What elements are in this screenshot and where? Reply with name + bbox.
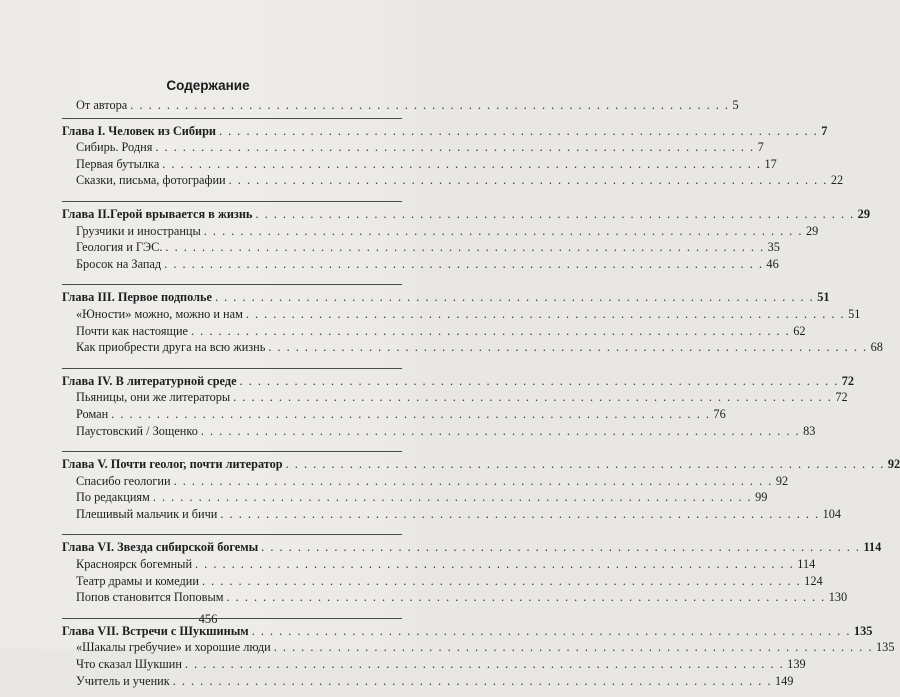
toc-chapter-1 — [62, 123, 828, 140]
toc-chapter-5-page: 92 — [887, 457, 900, 472]
toc-entry-page: 139 — [787, 657, 806, 672]
toc-entry — [62, 556, 816, 573]
toc-chapter-6 — [62, 539, 882, 556]
dot-leader: . . . . . . . . . . . . . . . . . . . . . . . . . . . . . . . . . . . . . . . . . . . . . . . . . . . . . . . . . . . . . . . . . . — [226, 590, 826, 605]
toc-entry-page: 51 — [848, 306, 861, 321]
dot-leader: . . . . . . . . . . . . . . . . . . . . . . . . . . . . . . . . . . . . . . . . . . . . . . . . . . . . . . . . . . . . . . . . . . — [233, 390, 833, 405]
section-gap — [62, 522, 402, 530]
toc-entry-page: 92 — [775, 473, 789, 488]
toc-entry — [62, 139, 764, 156]
toc-entry-page: 135 — [876, 640, 895, 655]
toc-chapter-7-page: 135 — [853, 623, 873, 638]
toc-entry — [62, 589, 848, 606]
toc-entry-title: Паустовский / Зощенко — [76, 423, 198, 438]
dot-leader: . . . . . . . . . . . . . . . . . . . . . . . . . . . . . . . . . . . . . . . . . . . . . . . . . . . . . . . . . . . . . . . . . . — [184, 657, 785, 672]
toc-entry-page: 35 — [767, 240, 780, 255]
section-divider — [62, 451, 402, 452]
dot-leader: . . . . . . . . . . . . . . . . . . . . . . . . . . . . . . . . . . . . . . . . . . . . . . . . . . . . . . . . . . . . . . . . . . — [130, 98, 730, 112]
toc-entry-title: «Юности» можно, можно и нам — [76, 306, 243, 321]
toc-entry — [62, 172, 844, 189]
toc-entry-title: «Шакалы гребучие» и хорошие люди — [76, 640, 271, 655]
toc-entry-title: Почти как настоящие — [76, 323, 189, 338]
toc-chapter-4-title: Глава IV. В литературной среде — [62, 373, 237, 388]
toc-entry — [62, 473, 789, 490]
toc-entry-intro — [62, 97, 739, 114]
toc-entry — [62, 239, 780, 256]
toc-entry-title: Как приобрести друга на всю жизнь — [76, 340, 266, 355]
dot-leader: . . . . . . . . . . . . . . . . . . . . . . . . . . . . . . . . . . . . . . . . . . . . . . . . . . . . . . . . . . . . . . . . . . — [219, 123, 819, 138]
toc-chapter-3-page: 51 — [817, 290, 830, 305]
toc-chapter-2-page: 29 — [857, 206, 870, 221]
dot-leader: . . . . . . . . . . . . . . . . . . . . . . . . . . . . . . . . . . . . . . . . . . . . . . . . . . . . . . . . . . . . . . . . . . — [245, 306, 846, 321]
toc-entry — [62, 489, 768, 506]
dot-leader: . . . . . . . . . . . . . . . . . . . . . . . . . . . . . . . . . . . . . . . . . . . . . . . . . . . . . . . . . . . . . . . . . . — [173, 473, 773, 488]
toc-entry — [62, 406, 726, 423]
dot-leader: . . . . . . . . . . . . . . . . . . . . . . . . . . . . . . . . . . . . . . . . . . . . . . . . . . . . . . . . . . . . . . . . . . — [155, 140, 755, 155]
toc-heading: Содержание — [166, 78, 250, 93]
toc-entry-page: 46 — [766, 256, 779, 271]
toc-entry — [62, 339, 883, 356]
toc-entry — [62, 573, 823, 590]
toc-entry-title: Попов становится Поповым — [76, 590, 224, 605]
toc-chapter-2-title: Глава II.Герой врывается в жизнь — [62, 206, 253, 221]
toc-chapter-7-title: Глава VII. Встречи с Шукшиным — [62, 623, 249, 638]
dot-leader: . . . . . . . . . . . . . . . . . . . . . . . . . . . . . . . . . . . . . . . . . . . . . . . . . . . . . . . . . . . . . . . . . . — [191, 323, 791, 338]
toc-entry — [62, 323, 806, 340]
toc-chapter-2 — [62, 206, 870, 223]
toc-entry-page: 83 — [803, 423, 816, 438]
dot-leader: . . . . . . . . . . . . . . . . . . . . . . . . . . . . . . . . . . . . . . . . . . . . . . . . . . . . . . . . . . . . . . . . . . — [251, 623, 851, 638]
section-gap — [62, 189, 402, 197]
toc-entry — [62, 673, 794, 690]
toc-chapter-5-title: Глава V. Почти геолог, почти литератор — [62, 457, 283, 472]
section-gap — [62, 272, 402, 280]
toc-entry-page: 124 — [804, 573, 823, 588]
dot-leader: . . . . . . . . . . . . . . . . . . . . . . . . . . . . . . . . . . . . . . . . . . . . . . . . . . . . . . . . . . . . . . . . . . — [162, 156, 762, 171]
toc-entry — [62, 306, 861, 323]
dot-leader: . . . . . . . . . . . . . . . . . . . . . . . . . . . . . . . . . . . . . . . . . . . . . . . . . . . . . . . . . . . . . . . . . . — [273, 640, 874, 655]
toc-entry — [62, 389, 848, 406]
dot-leader: . . . . . . . . . . . . . . . . . . . . . . . . . . . . . . . . . . . . . . . . . . . . . . . . . . . . . . . . . . . . . . . . . . — [203, 223, 803, 238]
section-divider — [62, 368, 402, 369]
toc-chapter-4 — [62, 373, 855, 390]
dot-leader: . . . . . . . . . . . . . . . . . . . . . . . . . . . . . . . . . . . . . . . . . . . . . . . . . . . . . . . . . . . . . . . . . . — [111, 406, 711, 421]
toc-chapter-1-page: 7 — [821, 123, 828, 138]
section-gap — [62, 439, 402, 447]
dot-leader: . . . . . . . . . . . . . . . . . . . . . . . . . . . . . . . . . . . . . . . . . . . . . . . . . . . . . . . . . . . . . . . . . . — [261, 540, 861, 555]
dot-leader: . . . . . . . . . . . . . . . . . . . . . . . . . . . . . . . . . . . . . . . . . . . . . . . . . . . . . . . . . . . . . . . . . . — [268, 340, 868, 355]
toc-entry-page: 130 — [828, 590, 848, 605]
toc-entry-title: Пьяницы, они же литераторы — [76, 390, 231, 405]
toc-entry-title: По редакциям — [76, 490, 150, 505]
toc-entry-intro-page: 5 — [732, 98, 739, 112]
section-divider — [62, 118, 402, 119]
toc-entry — [62, 423, 816, 440]
toc-chapter-5 — [62, 456, 900, 473]
toc-entry-title: Роман — [76, 406, 109, 421]
toc-entry-title: Что сказал Шукшин — [76, 657, 182, 672]
toc-entry — [62, 506, 842, 523]
toc-entry-title: Учитель и ученик — [76, 673, 170, 688]
toc-entry — [62, 156, 777, 173]
toc-entry-title: Первая бутылка — [76, 156, 160, 171]
toc-chapter-4-page: 72 — [841, 373, 855, 388]
dot-leader: . . . . . . . . . . . . . . . . . . . . . . . . . . . . . . . . . . . . . . . . . . . . . . . . . . . . . . . . . . . . . . . . . . — [195, 557, 795, 572]
dot-leader: . . . . . . . . . . . . . . . . . . . . . . . . . . . . . . . . . . . . . . . . . . . . . . . . . . . . . . . . . . . . . . . . . . — [152, 490, 753, 505]
toc-chapter-6-title: Глава VI. Звезда сибирской богемы — [62, 540, 259, 555]
toc-entry-page: 22 — [830, 173, 844, 188]
toc-entry-page: 7 — [757, 140, 764, 155]
section-divider — [62, 201, 402, 202]
section-divider — [62, 534, 402, 535]
dot-leader: . . . . . . . . . . . . . . . . . . . . . . . . . . . . . . . . . . . . . . . . . . . . . . . . . . . . . . . . . . . . . . . . . . — [214, 290, 815, 305]
toc-entry-title: Геология и ГЭС. — [76, 240, 163, 255]
toc-entry — [62, 256, 779, 273]
dot-leader: . . . . . . . . . . . . . . . . . . . . . . . . . . . . . . . . . . . . . . . . . . . . . . . . . . . . . . . . . . . . . . . . . . — [172, 673, 772, 688]
section-divider — [62, 284, 402, 285]
page-number: 456 — [198, 612, 218, 626]
toc-chapter-1-title: Глава I. Человек из Сибири — [62, 123, 216, 138]
dot-leader: . . . . . . . . . . . . . . . . . . . . . . . . . . . . . . . . . . . . . . . . . . . . . . . . . . . . . . . . . . . . . . . . . . — [201, 573, 802, 588]
dot-leader: . . . . . . . . . . . . . . . . . . . . . . . . . . . . . . . . . . . . . . . . . . . . . . . . . . . . . . . . . . . . . . . . . . — [220, 506, 820, 521]
toc-entry-title: Плешивый мальчик и бичи — [76, 506, 218, 521]
toc-entry-page: 149 — [774, 673, 794, 688]
toc-entry — [62, 656, 806, 673]
dot-leader: . . . . . . . . . . . . . . . . . . . . . . . . . . . . . . . . . . . . . . . . . . . . . . . . . . . . . . . . . . . . . . . . . . — [255, 206, 855, 221]
toc-entry-page: 29 — [806, 223, 819, 238]
toc-entry-title: Сказки, письма, фотографии — [76, 173, 226, 188]
toc-entry-page: 76 — [713, 406, 726, 421]
toc-entry-page: 104 — [822, 506, 842, 521]
dot-leader: . . . . . . . . . . . . . . . . . . . . . . . . . . . . . . . . . . . . . . . . . . . . . . . . . . . . . . . . . . . . . . . . . . — [165, 240, 765, 255]
toc-entry — [62, 639, 895, 656]
dot-leader: . . . . . . . . . . . . . . . . . . . . . . . . . . . . . . . . . . . . . . . . . . . . . . . . . . . . . . . . . . . . . . . . . . — [239, 373, 839, 388]
toc-entry-page: 72 — [835, 390, 848, 405]
toc-entry-title: Спасибо геологии — [76, 473, 171, 488]
toc-chapter-3-title: Глава III. Первое подполье — [62, 290, 212, 305]
toc-chapter-6-page: 114 — [863, 540, 882, 555]
toc-entry-title: Сибирь. Родня — [76, 140, 153, 155]
toc-entry-title: Бросок на Запад — [76, 256, 162, 271]
toc-entry-page: 68 — [870, 340, 883, 355]
dot-leader: . . . . . . . . . . . . . . . . . . . . . . . . . . . . . . . . . . . . . . . . . . . . . . . . . . . . . . . . . . . . . . . . . . — [164, 256, 764, 271]
toc-entry-title: Грузчики и иностранцы — [76, 223, 201, 238]
toc-entry-title: Красноярск богемный — [76, 557, 193, 572]
toc-entry-page: 62 — [793, 323, 806, 338]
table-of-contents — [62, 97, 900, 697]
dot-leader: . . . . . . . . . . . . . . . . . . . . . . . . . . . . . . . . . . . . . . . . . . . . . . . . . . . . . . . . . . . . . . . . . . — [200, 423, 801, 438]
section-gap — [62, 689, 402, 697]
toc-entry-title: Театр драмы и комедии — [76, 573, 199, 588]
toc-entry — [62, 223, 819, 240]
dot-leader: . . . . . . . . . . . . . . . . . . . . . . . . . . . . . . . . . . . . . . . . . . . . . . . . . . . . . . . . . . . . . . . . . . — [285, 457, 885, 472]
section-gap — [62, 356, 402, 364]
toc-chapter-3 — [62, 289, 830, 306]
dot-leader: . . . . . . . . . . . . . . . . . . . . . . . . . . . . . . . . . . . . . . . . . . . . . . . . . . . . . . . . . . . . . . . . . . — [228, 173, 828, 188]
toc-entry-page: 99 — [755, 490, 768, 505]
toc-entry-page: 17 — [764, 156, 777, 171]
toc-entry-intro-title: От автора — [76, 98, 128, 112]
toc-entry-page: 114 — [797, 557, 816, 572]
